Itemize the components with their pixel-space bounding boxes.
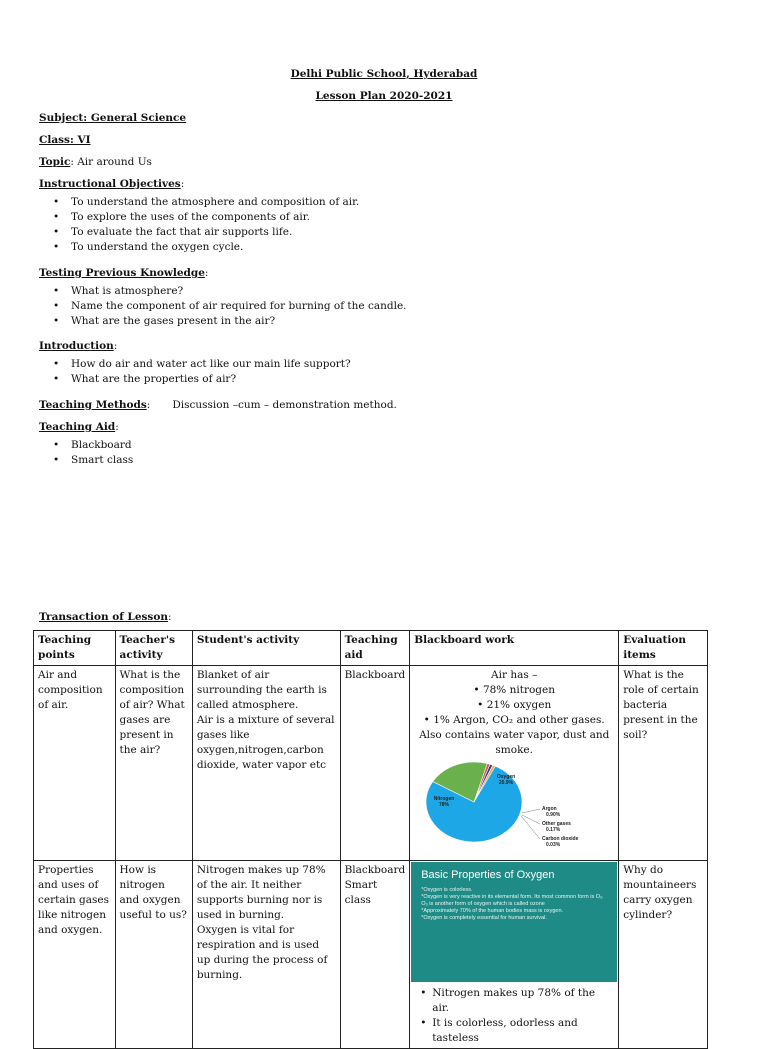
student-text: Nitrogen makes up 78% of the air. It neither supports burning nor is used in burning.: [196, 864, 326, 921]
student-text: Blanket of air surrounding the earth is called atmosphere.: [196, 669, 327, 711]
aid-text: Smart class: [344, 879, 378, 906]
table-row: [34, 666, 708, 861]
table-header-row: [34, 631, 708, 666]
blackboard-title: Air has –: [491, 669, 538, 681]
pie-value-label: 0.17%: [546, 827, 561, 833]
cell-teaching-aid: [340, 861, 410, 1049]
pie-label: Other gases: [542, 821, 572, 827]
transaction-table: [33, 630, 708, 1049]
list-item: *Oxygen is colorless.: [421, 887, 473, 893]
slide-list: [421, 887, 607, 922]
list-item: • 78% nitrogen: [414, 683, 614, 698]
topic-line: [39, 156, 152, 168]
pie-label: Oxygen: [497, 774, 516, 780]
subject-label: Subject: General Science: [39, 112, 187, 124]
aid-label: Teaching Aid: [39, 421, 116, 433]
list-item: • 21% oxygen: [414, 698, 614, 713]
list-item: • What is atmosphere?: [53, 284, 407, 299]
aid-list: [53, 438, 133, 468]
transaction-label: Transaction of Lesson: [39, 611, 168, 623]
methods-line: Teaching Methods: Discussion –cum – demonstration method.: [39, 399, 397, 411]
cell-evaluation-items: What is the role of certain bacteria present in the soil?: [619, 666, 708, 861]
cell-evaluation-items: Why do mountaineers carry oxygen cylinder?: [619, 861, 708, 1049]
transaction-line: Transaction of Lesson:: [39, 611, 172, 623]
header-teacher-activity: Teacher's activity: [115, 631, 192, 666]
previous-knowledge-section: Testing Previous Knowledge: • What is atmosphere? • Name the component of air required for burning of the candle. • What are the gases present in the air?: [39, 267, 407, 329]
blackboard-list: [414, 683, 614, 758]
list-item: • Blackboard: [53, 438, 133, 453]
pie-label: Argon: [542, 806, 557, 812]
school-title: Delhi Public School, Hyderabad: [290, 68, 478, 80]
oxygen-properties-slide: [411, 862, 617, 982]
slide-title: Basic Properties of Oxygen: [421, 869, 555, 881]
header-evaluation-items: Evaluation items: [619, 631, 708, 666]
cell-blackboard-work: [410, 861, 619, 1049]
pie-label: Nitrogen: [433, 796, 455, 802]
aid-section: Teaching Aid: • Blackboard • Smart class: [39, 421, 133, 468]
objectives-list: [53, 195, 359, 255]
list-item: *Oxygen is very reactive in its elemental form. Its most common form is O₂.: [421, 894, 604, 900]
introduction-list: [53, 357, 351, 387]
blackboard-list: [414, 986, 614, 1046]
objectives-label: Instructional Objectives: [39, 178, 181, 190]
list-item: • Nitrogen makes up 78% of the air.: [414, 986, 614, 1016]
student-text: Oxygen is vital for respiration and is used up during the process of burning.: [196, 924, 328, 981]
list-item: • 1% Argon, CO₂ and other gases. Also contains water vapor, dust and smoke.: [414, 713, 614, 758]
list-item: • To understand the atmosphere and composition of air.: [53, 195, 359, 210]
pie-value-label: 0.90%: [546, 812, 561, 818]
table-row: [34, 861, 708, 1049]
previous-knowledge-label: Testing Previous Knowledge: [39, 267, 205, 279]
list-item: *Approximately 70% of the human bodies mass is oxygen.: [421, 908, 564, 914]
lesson-plan-title: Lesson Plan 2020-2021: [315, 90, 453, 102]
class-line: [39, 134, 91, 146]
pie-label: Carbon dioxide: [542, 836, 579, 842]
pie-leader-line: [522, 815, 540, 824]
list-item: • It is colorless, odorless and tasteless: [414, 1016, 614, 1046]
list-item: • Smart class: [53, 453, 133, 468]
header-student-activity: Student's activity: [192, 631, 340, 666]
aid-text: Blackboard: [344, 864, 406, 876]
pie-value-label: 20.9%: [499, 780, 514, 786]
list-item: • To explore the uses of the components of air.: [53, 210, 359, 225]
list-item: *Oxygen is completely essential for human survival.: [421, 915, 547, 921]
cell-teaching-points: Air and composition of air.: [34, 666, 116, 861]
cell-blackboard-work: [410, 666, 619, 861]
pie-value-label: 0.03%: [546, 842, 561, 848]
air-composition-pie-chart: [414, 758, 614, 853]
previous-knowledge-list: [53, 284, 407, 329]
student-text: Air is a mixture of several gases like oxygen,nitrogen,carbon dioxide, water vapor etc: [196, 714, 335, 771]
list-item: • What are the properties of air?: [53, 372, 351, 387]
methods-label: Teaching Methods: [39, 399, 147, 411]
introduction-label: Introduction: [39, 340, 114, 352]
cell-student-activity: [192, 861, 340, 1049]
list-item: • To evaluate the fact that air supports life.: [53, 225, 359, 240]
cell-teaching-aid: Blackboard: [340, 666, 410, 861]
list-item: • What are the gases present in the air?: [53, 314, 407, 329]
list-item: • To understand the oxygen cycle.: [53, 240, 359, 255]
subject-line: [39, 112, 186, 124]
topic-label: Topic: [39, 156, 71, 168]
class-label: Class: VI: [39, 134, 91, 146]
list-item: • How do air and water act like our main life support?: [53, 357, 351, 372]
topic-value: : Air around Us: [70, 156, 152, 168]
methods-value: Discussion –cum – demonstration method.: [172, 399, 397, 411]
list-item: O₃ is another form of oxygen which is called ozone: [421, 901, 545, 907]
list-item: • Name the component of air required for burning of the candle.: [53, 299, 407, 314]
pie-leader-line: [522, 809, 540, 813]
header-teaching-aid: Teaching aid: [340, 631, 410, 666]
introduction-section: Introduction: • How do air and water act like our main life support? • What are the properties of air?: [39, 340, 351, 387]
cell-teacher-activity: How is nitrogen and oxygen useful to us?: [115, 861, 192, 1049]
cell-student-activity: [192, 666, 340, 861]
cell-teaching-points: Properties and uses of certain gases like nitrogen and oxygen.: [34, 861, 116, 1049]
pie-value-label: 78%: [439, 802, 450, 808]
cell-teacher-activity: What is the composition of air? What gases are present in the air?: [115, 666, 192, 861]
header-teaching-points: Teaching points: [34, 631, 116, 666]
header-blackboard-work: Blackboard work: [410, 631, 619, 666]
objectives-section: Instructional Objectives: • To understand the atmosphere and composition of air. • To explore the uses of the components of air. • To evaluate the fact that air supports life. • To understand the oxygen cycle.: [39, 178, 359, 255]
